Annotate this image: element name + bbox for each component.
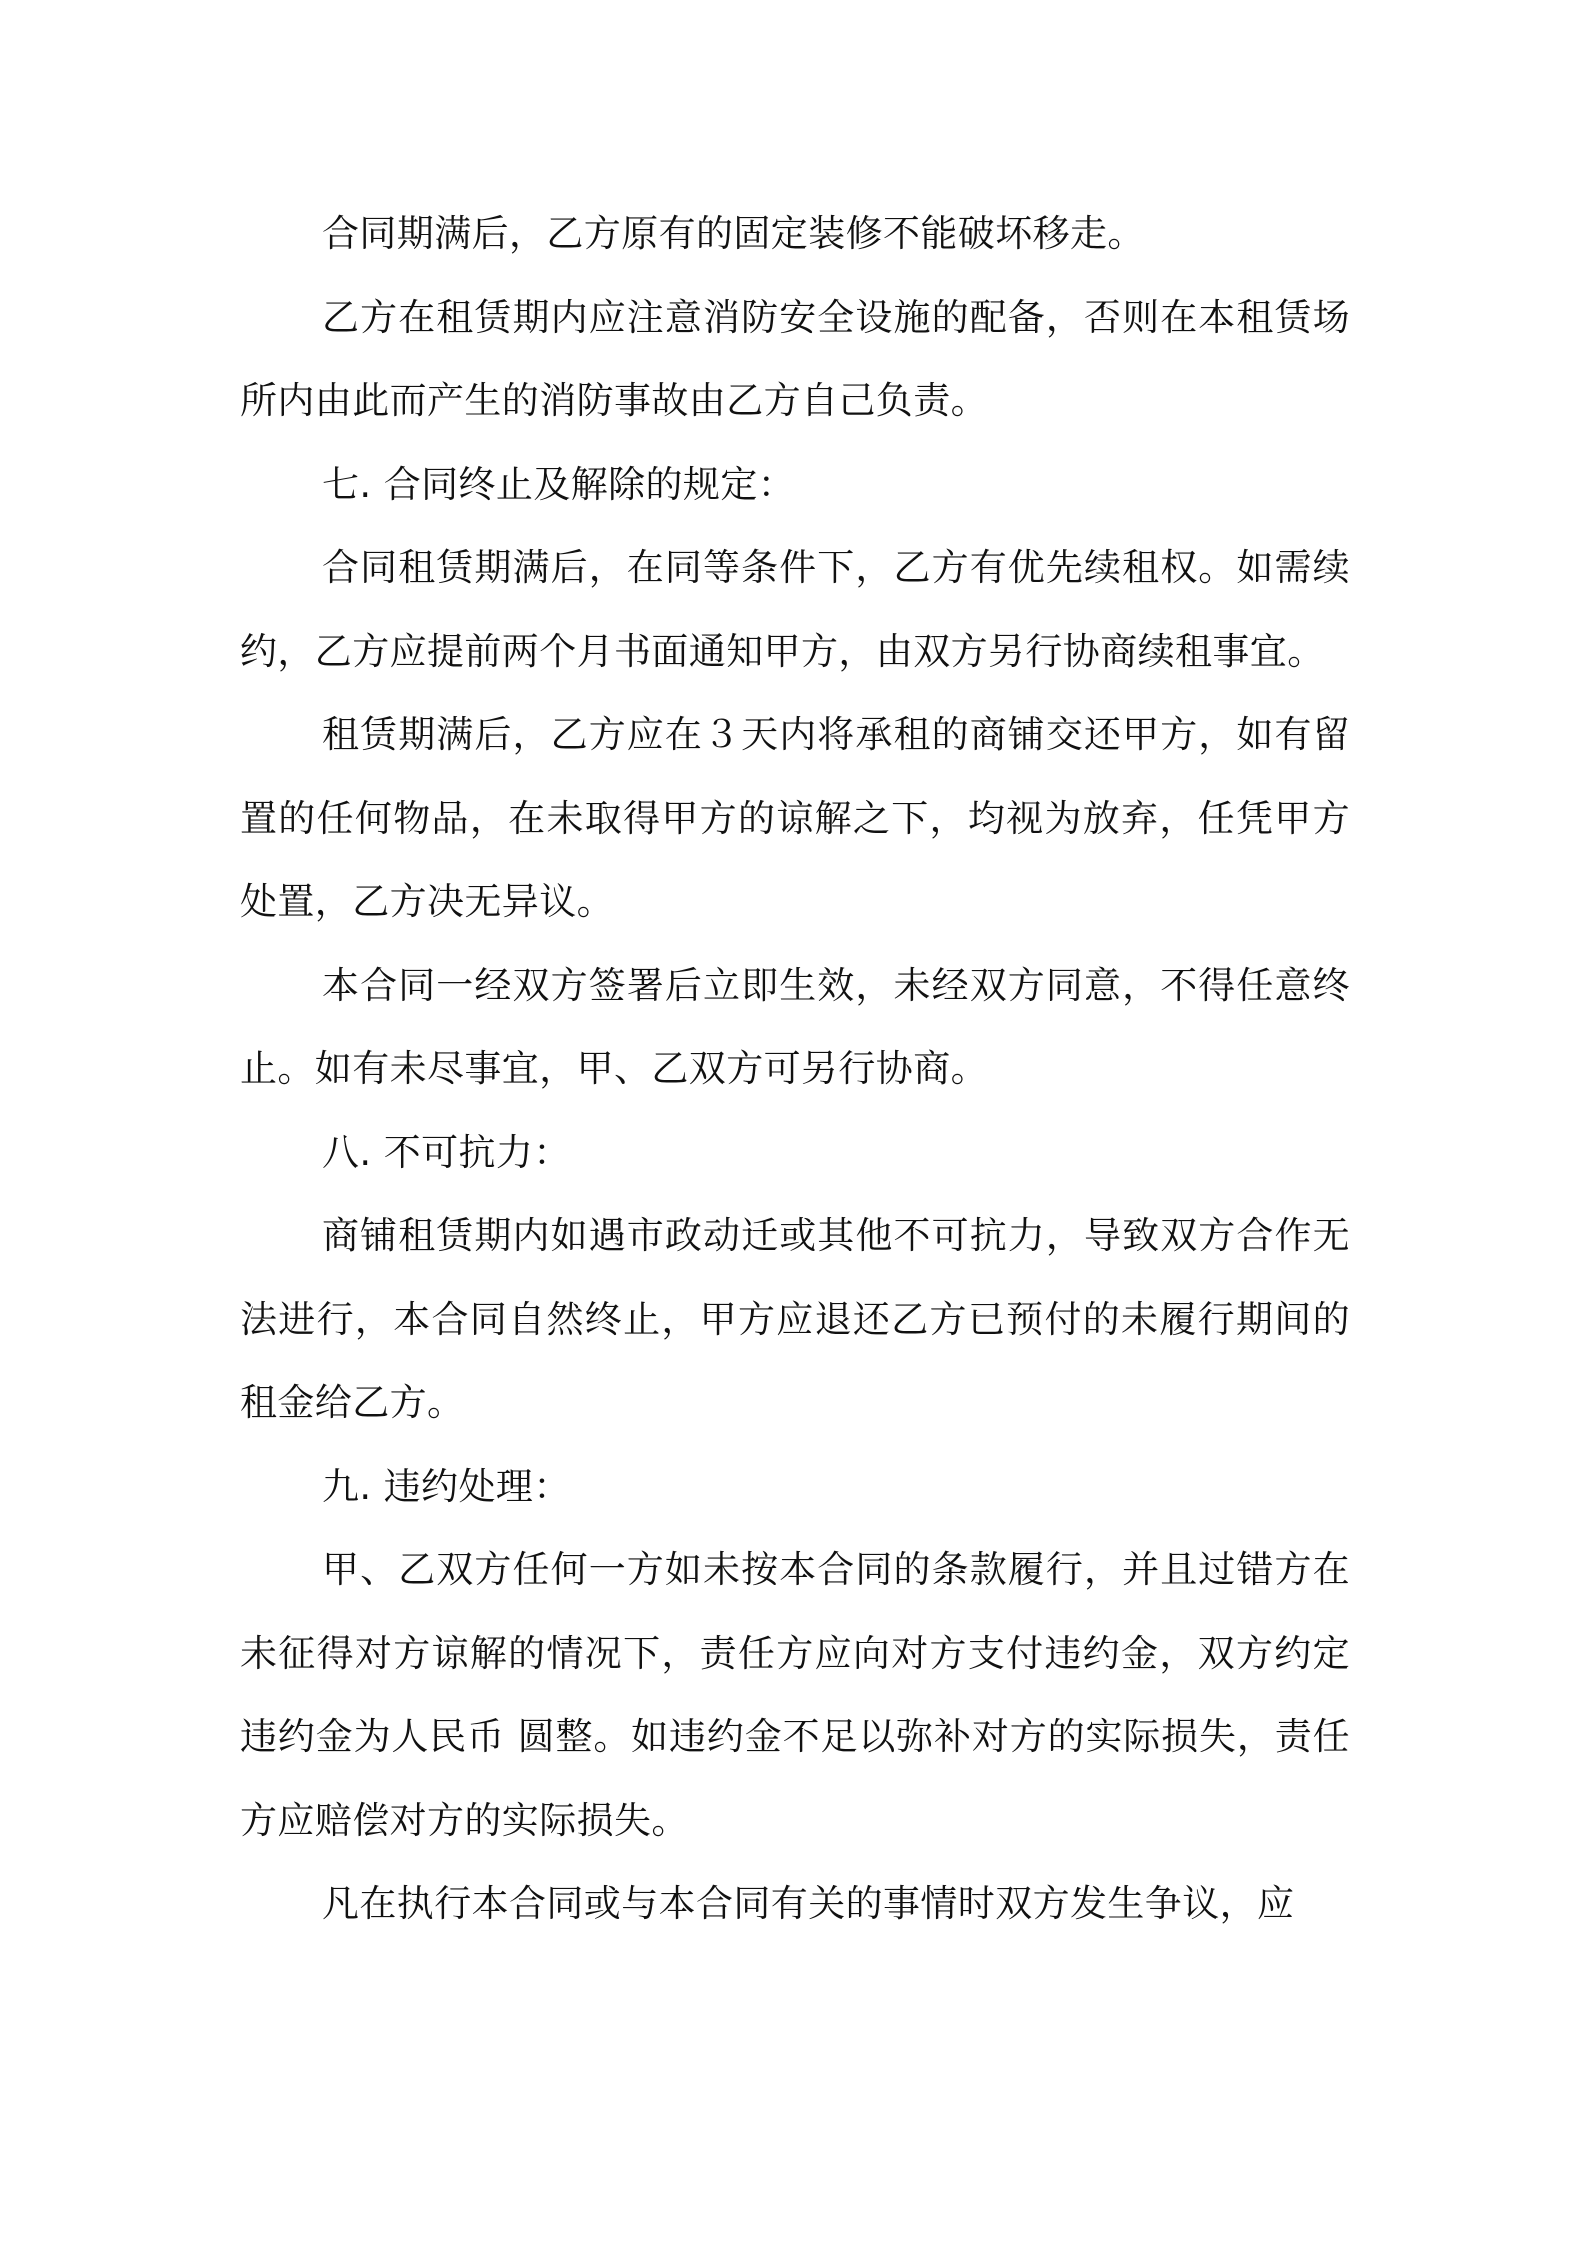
paragraph-effective: 本合同一经双方签署后立即生效，未经双方同意，不得任意终止。如有未尽事宜，甲、乙双方可另行协商。 [240,963,1350,1090]
paragraph-return-shop: 租赁期满后，乙方应在３天内将承租的商铺交还甲方，如有留置的任何物品，在未取得甲方的谅解之下，均视为放弃，任凭甲方处置，乙方决无异议。 [240,713,1350,923]
paragraph-fire-safety: 乙方在租赁期内应注意消防安全设施的配备，否则在本租赁场所内由此而产生的消防事故由乙方自己负责。 [240,295,1350,422]
document-body [240,192,1350,1946]
paragraph-force-majeure: 商铺租赁期内如遇市政动迁或其他不可抗力，导致双方合作无法进行，本合同自然终止，甲方应退还乙方已预付的未履行期间的租金给乙方。 [240,1214,1350,1424]
section-heading-force-majeure: 八. 不可抗力： [322,1130,571,1174]
paragraph-breach: 甲、乙双方任何一方如未按本合同的条款履行，并且过错方在未征得对方谅解的情况下，责任方应向对方支付违约金，双方约定违约金为人民币 圆整。如违约金不足以弥补对方的实际损失，责任方应赔偿对方的实际损失。 [240,1548,1350,1842]
paragraph-fixed-decoration: 合同期满后，乙方原有的固定装修不能破坏移走。 [322,212,1145,255]
paragraph-renewal: 合同租赁期满后，在同等条件下，乙方有优先续租权。如需续约，乙方应提前两个月书面通知甲方，由双方另行协商续租事宜。 [240,546,1350,673]
section-heading-breach: 九. 违约处理： [322,1464,571,1508]
paragraph-dispute: 凡在执行本合同或与本合同有关的事情时双方发生争议，应 [322,1882,1295,1925]
section-heading-termination: 七. 合同终止及解除的规定： [322,462,796,506]
